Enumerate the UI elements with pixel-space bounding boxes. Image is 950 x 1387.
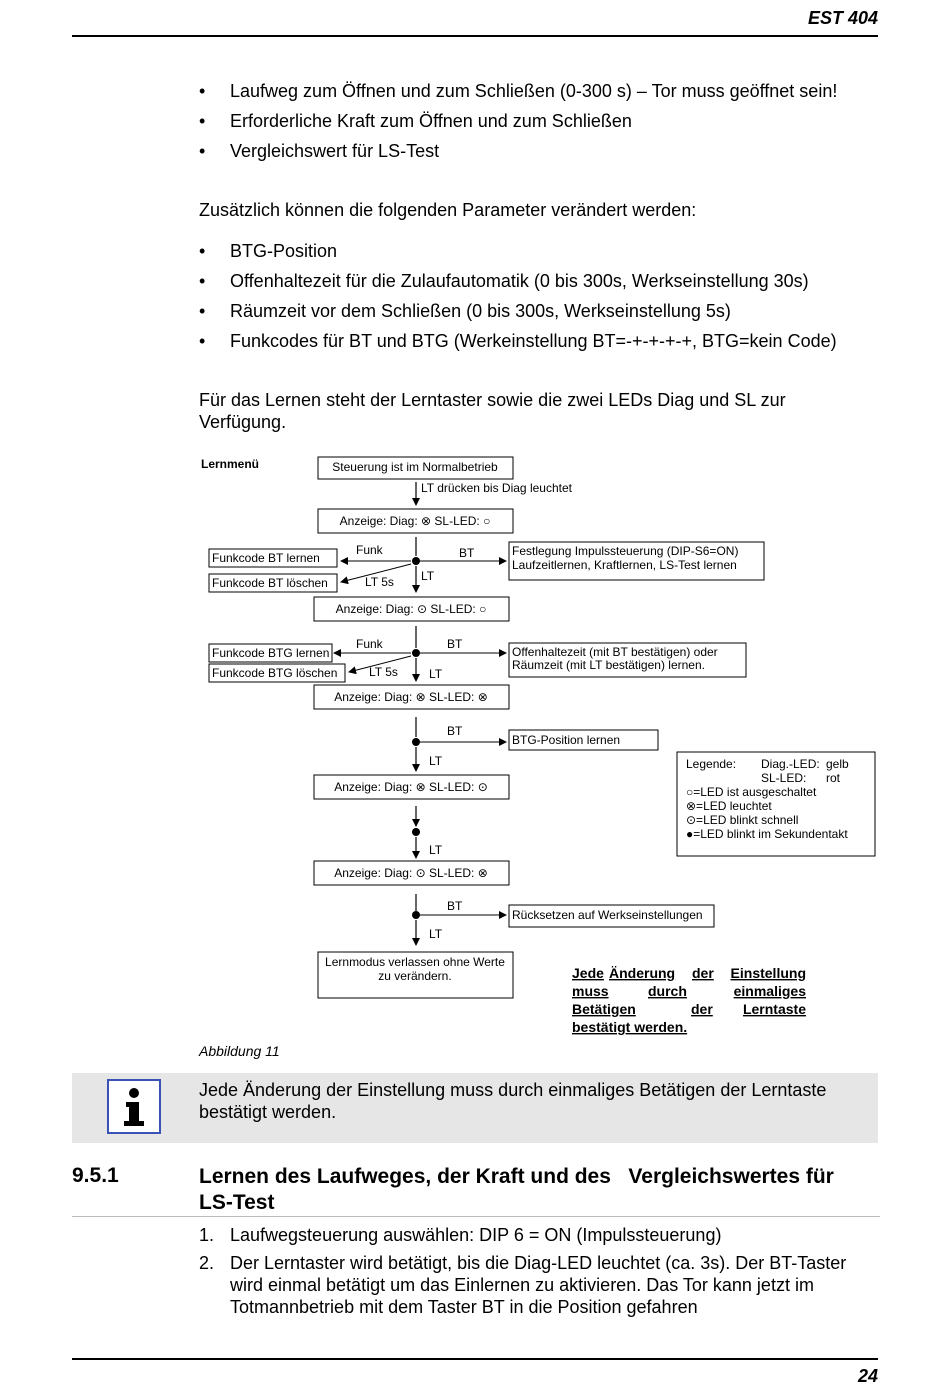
- funkcode-bt-lernen-label: Funkcode BT lernen: [212, 551, 320, 565]
- flow-node: [412, 557, 420, 565]
- info-icon: [107, 1079, 161, 1134]
- note-word: muss: [572, 983, 609, 999]
- section-number: 9.5.1: [72, 1164, 119, 1187]
- step-text: Der Lerntaster wird betätigt, bis die Diag-LED leuchtet (ca. 3s). Der BT-Taster wird einmal betätigt um das Einlernen zu aktivieren. Das Tor kann jetzt im Totmannbetrieb mit dem Taster BT in die Position gefahren: [230, 1253, 847, 1317]
- legend-diag: Diag.-LED:: [761, 757, 820, 771]
- legend-item: ○=LED ist ausgeschaltet: [686, 785, 817, 799]
- paragraph-learning: Für das Lernen steht der Lerntaster sowie die zwei LEDs Diag und SL zur Verfügung.: [199, 390, 786, 432]
- funkcode-btg-loeschen-label: Funkcode BTG löschen: [212, 666, 338, 680]
- bullet-item: • Offenhaltezeit für die Zulaufautomatik (0 bis 300s, Werkseinstellung 30s): [199, 270, 869, 292]
- legend-item: ⊗=LED leuchtet: [686, 799, 772, 813]
- lt-label: LT: [429, 927, 443, 941]
- step-lt-diag-label: LT drücken bis Diag leuchtet: [421, 481, 572, 495]
- bullet-item: • Räumzeit vor dem Schließen (0 bis 300s, Werkseinstellung 5s): [199, 300, 869, 322]
- legend-item: ⊙=LED blinkt schnell: [686, 813, 799, 827]
- section-rule: [72, 1216, 880, 1217]
- display-3-label: Anzeige: Diag: ⊗ SL-LED: ⊗: [334, 690, 488, 704]
- display-4-label: Anzeige: Diag: ⊗ SL-LED: ⊙: [334, 780, 488, 794]
- lt-label: LT: [429, 754, 443, 768]
- bullet-item: • Erforderliche Kraft zum Öffnen und zum Schließen: [199, 110, 869, 132]
- step-item: [199, 1224, 869, 1246]
- lt-label: LT: [421, 569, 435, 583]
- section-title: Lernen des Laufweges, der Kraft und des Vergleichswertes für LS-Test: [199, 1165, 840, 1214]
- note-word: Lerntaste: [742, 1001, 806, 1017]
- note-word: durch: [648, 983, 687, 999]
- flow-node: [412, 649, 420, 657]
- lt5s-label: LT 5s: [365, 575, 394, 589]
- note-word: der: [691, 1001, 713, 1017]
- legend-sl: SL-LED:: [761, 771, 807, 785]
- funkcode-btg-lernen-label: Funkcode BTG lernen: [212, 646, 330, 660]
- step-number: 1.: [199, 1225, 215, 1245]
- lt-label: LT: [429, 843, 443, 857]
- step-number: 2.: [199, 1253, 215, 1273]
- bullet-item: • Funkcodes für BT und BTG (Werkeinstellung BT=-+-+-+-+, BTG=kein Code): [199, 330, 869, 352]
- info-note-text: Jede Änderung der Einstellung muss durch einmaliges Betätigen der Lerntaste bestätigt werden.: [199, 1080, 827, 1122]
- figure-caption: Abbildung 11: [199, 1043, 280, 1059]
- note-word: Betätigen: [572, 1001, 636, 1017]
- diagram-title: Lernmenü: [201, 457, 260, 471]
- flow-node: [412, 828, 420, 836]
- bt-label: BT: [447, 899, 463, 913]
- funk-label: Funk: [356, 543, 383, 557]
- bullet-item: • Vergleichswert für LS-Test: [199, 140, 869, 162]
- lt5s-label: LT 5s: [369, 665, 398, 679]
- legend-diag-color: gelb: [826, 757, 849, 771]
- note-word: einmaliges: [733, 983, 806, 999]
- offen-box-line1: Offenhaltezeit (mit BT bestätigen) oder: [512, 645, 718, 659]
- legend-item: ●=LED blinkt im Sekundentakt: [686, 827, 848, 841]
- footer-rule: [72, 1358, 878, 1360]
- note-word: Einstellung: [730, 965, 806, 981]
- funkcode-bt-loeschen-label: Funkcode BT löschen: [212, 576, 328, 590]
- info-note-band: [72, 1073, 878, 1143]
- display-1-label: Anzeige: Diag: ⊗ SL-LED: ○: [339, 514, 491, 528]
- exit-box-line2: zu verändern.: [378, 969, 452, 983]
- steps-list: [199, 1224, 869, 1324]
- funk-label: Funk: [356, 637, 383, 651]
- legend-sl-color: rot: [826, 771, 841, 785]
- btg-position-label: BTG-Position lernen: [512, 733, 621, 747]
- legend-label: Legende:: [686, 757, 737, 771]
- note-word: Jede: [572, 965, 604, 981]
- bullet-item: • BTG-Position: [199, 240, 869, 262]
- note-word: bestätigt werden.: [572, 1019, 688, 1035]
- start-box-label: Steuerung ist im Normalbetrieb: [332, 460, 498, 474]
- note-word: der: [692, 965, 714, 981]
- bt-label: BT: [447, 637, 463, 651]
- lt-label: LT: [429, 667, 443, 681]
- flow-node: [412, 738, 420, 746]
- exit-box-line1: Lernmodus verlassen ohne Werte: [325, 955, 505, 969]
- document-header-title: EST 404: [807, 8, 878, 28]
- display-2-label: Anzeige: Diag: ⊙ SL-LED: ○: [335, 602, 487, 616]
- flow-node: [412, 911, 420, 919]
- bt-label: BT: [447, 724, 463, 738]
- step-item: [199, 1252, 869, 1318]
- page-number: 24: [857, 1366, 878, 1386]
- diagram-note: [572, 965, 806, 1035]
- impuls-box-line1: Festlegung Impulssteuerung (DIP-S6=ON): [512, 544, 739, 558]
- display-5-label: Anzeige: Diag: ⊙ SL-LED: ⊗: [334, 866, 488, 880]
- paragraph-params: Zusätzlich können die folgenden Parameter verändert werden:: [199, 200, 697, 220]
- impuls-box-line2: Laufzeitlernen, Kraftlernen, LS-Test lernen: [512, 558, 737, 572]
- step-text: Laufwegsteuerung auswählen: DIP 6 = ON (Impulssteuerung): [230, 1225, 722, 1245]
- bt-label: BT: [459, 546, 475, 560]
- note-word: Änderung: [609, 965, 676, 981]
- bullet-item: • Laufweg zum Öffnen und zum Schließen (0-300 s) – Tor muss geöffnet sein!: [199, 80, 869, 102]
- offen-box-line2: Räumzeit (mit LT bestätigen) lernen.: [512, 658, 705, 672]
- info-i-glyph: [114, 1085, 154, 1129]
- reset-box-label: Rücksetzen auf Werkseinstellungen: [512, 908, 703, 922]
